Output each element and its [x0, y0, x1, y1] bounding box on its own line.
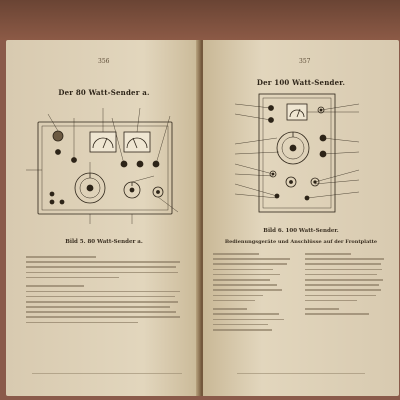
right-subheading: Bedienungsgeräte und Anschlüsse auf der Frontplatte [224, 239, 378, 245]
left-footnote [32, 373, 182, 374]
right-footnote [237, 373, 365, 374]
left-page-number: 356 [98, 58, 110, 65]
left-page [6, 40, 202, 396]
left-figure-caption: Bild 5. 80 Watt-Sender a. [65, 239, 143, 245]
left-page-title: Der 80 Watt-Sender a. [58, 88, 150, 97]
right-page-number: 357 [299, 58, 311, 65]
right-page-body-right [305, 253, 389, 319]
transmitter-80w-diagram [20, 100, 190, 230]
right-figure-caption: Bild 6. 100 Watt-Sender. [263, 228, 339, 234]
right-page-title: Der 100 Watt-Sender. [256, 78, 346, 87]
right-page [203, 40, 399, 396]
right-page-body-left [213, 253, 297, 334]
left-page-body [26, 256, 186, 327]
book-top-edge [0, 0, 400, 40]
transmitter-100w-diagram [207, 90, 395, 218]
